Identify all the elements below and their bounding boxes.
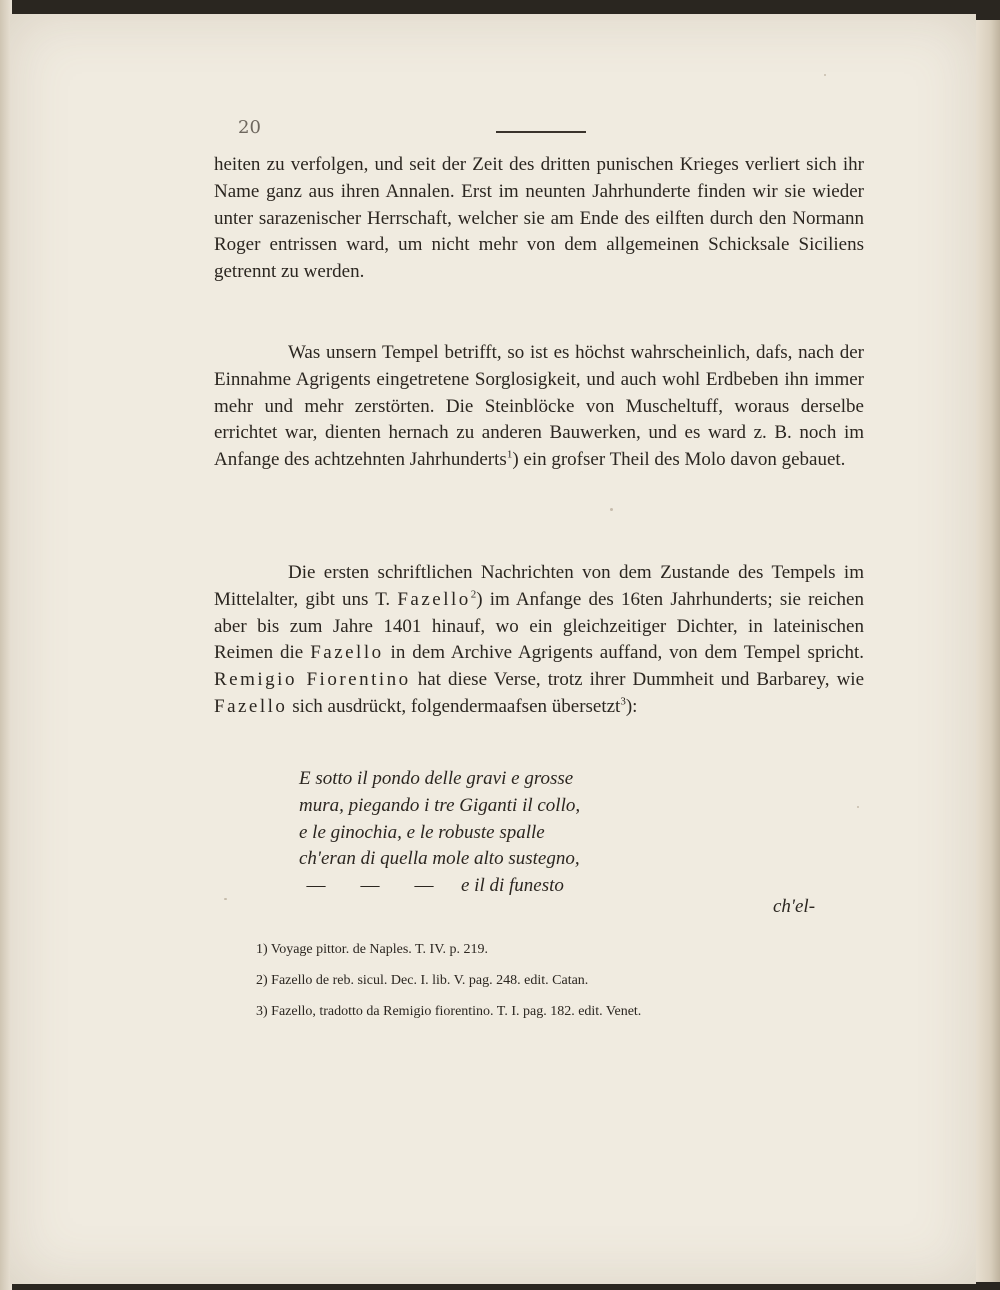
paragraph-3-text-d: hat diese Verse, trotz ihrer Dummheit und Barbarey, wie xyxy=(410,669,864,691)
verse-dash: — xyxy=(414,875,434,897)
right-page-edge xyxy=(976,20,1000,1282)
paper-speck xyxy=(824,74,826,76)
catchword: ch'el- xyxy=(773,896,816,917)
header-rule xyxy=(496,131,586,133)
author-name-fazello: Fazello xyxy=(397,588,471,610)
footnotes xyxy=(256,934,641,1027)
author-name-remigio: Remigio Fiorentino xyxy=(214,669,411,691)
paper-speck xyxy=(857,806,859,808)
author-name-fazello: Fazello xyxy=(310,642,384,664)
verse-line: E sotto il pondo delle gravi e grosse xyxy=(299,768,574,789)
paragraph-3 xyxy=(214,560,864,721)
paragraph-3-text-a: Die ersten schriftlichen Nachrichten von dem Zustande des Tempels im Mittelalter, gibt uns T. xyxy=(214,562,864,610)
verse-line: mura, piegando i tre Giganti il collo, xyxy=(299,794,581,816)
verse-line: e le ginochia, e le robuste spalle xyxy=(299,821,545,843)
verse-last-text: e il di funesto xyxy=(461,875,564,897)
footnote-3: 3) Fazello, tradotto da Remigio fiorentino. T. I. pag. 182. edit. Venet. xyxy=(256,1004,642,1019)
verse-dash: — xyxy=(306,875,326,897)
italian-verse xyxy=(299,766,580,900)
verse-line: ch'eran di quella mole alto sustegno, xyxy=(299,848,580,870)
paragraph-3-text-c: in dem Archive Agrigents auffand, von dem Tempel spricht. xyxy=(383,642,865,664)
paragraph-3-text-f: ): xyxy=(625,695,638,717)
footnote-ref-1: 1 xyxy=(506,448,513,461)
paragraph-3-text-e: sich ausdrückt, folgendermaafsen übersetzt xyxy=(287,695,621,717)
paragraph-3-text-b: ) im Anfange des 16ten Jahrhunderts; sie reichen aber bis zum Jahre 1401 hinauf, wo ein gleichzeitiger Dichter, in lateinischen Reimen die xyxy=(214,588,864,664)
paper-speck xyxy=(610,508,613,511)
paragraph-2 xyxy=(214,340,864,474)
footnote-1: 1) Voyage pittor. de Naples. T. IV. p. 219. xyxy=(256,942,489,957)
paragraph-2-text-b: ) ein grofser Theil des Molo davon gebauet. xyxy=(512,449,846,471)
paper-speck xyxy=(224,898,227,900)
paragraph-2-text-a: Was unsern Tempel betrifft, so ist es höchst wahrscheinlich, dafs, nach der Einnahme Agrigents eingetretene Sorglosigkeit, und auch wohl Erdbeben ihn immer mehr und mehr zerstörten. Die Steinblöcke von Muscheltuff, woraus derselbe errichtet war, dienten hernach zu anderen Bauwerken, und es ward z. B. noch im Anfange des achtzehnten Jahrhunderts xyxy=(214,342,864,471)
paragraph-1: heiten zu verfolgen, und seit der Zeit des dritten punischen Krieges verliert sich ihr Name ganz aus ihren Annalen. Erst im neunten Jahrhunderte finden wir sie wieder unter sarazenischer Herrschaft, welcher sie am Ende des eilften durch den Normann Roger entrissen ward, um nicht mehr von dem allgemeinen Schicksale Siciliens getrennt zu werden. xyxy=(214,154,864,283)
author-name-fazello: Fazello xyxy=(214,695,288,717)
verse-dash: — xyxy=(360,875,380,897)
verse-line-last xyxy=(299,873,580,900)
footnote-ref-2: 2 xyxy=(470,588,477,601)
footnote-2: 2) Fazello de reb. sicul. Dec. I. lib. V. pag. 248. edit. Catan. xyxy=(256,973,589,988)
footnote-ref-3: 3 xyxy=(620,695,626,708)
page-number: 20 xyxy=(238,117,261,138)
